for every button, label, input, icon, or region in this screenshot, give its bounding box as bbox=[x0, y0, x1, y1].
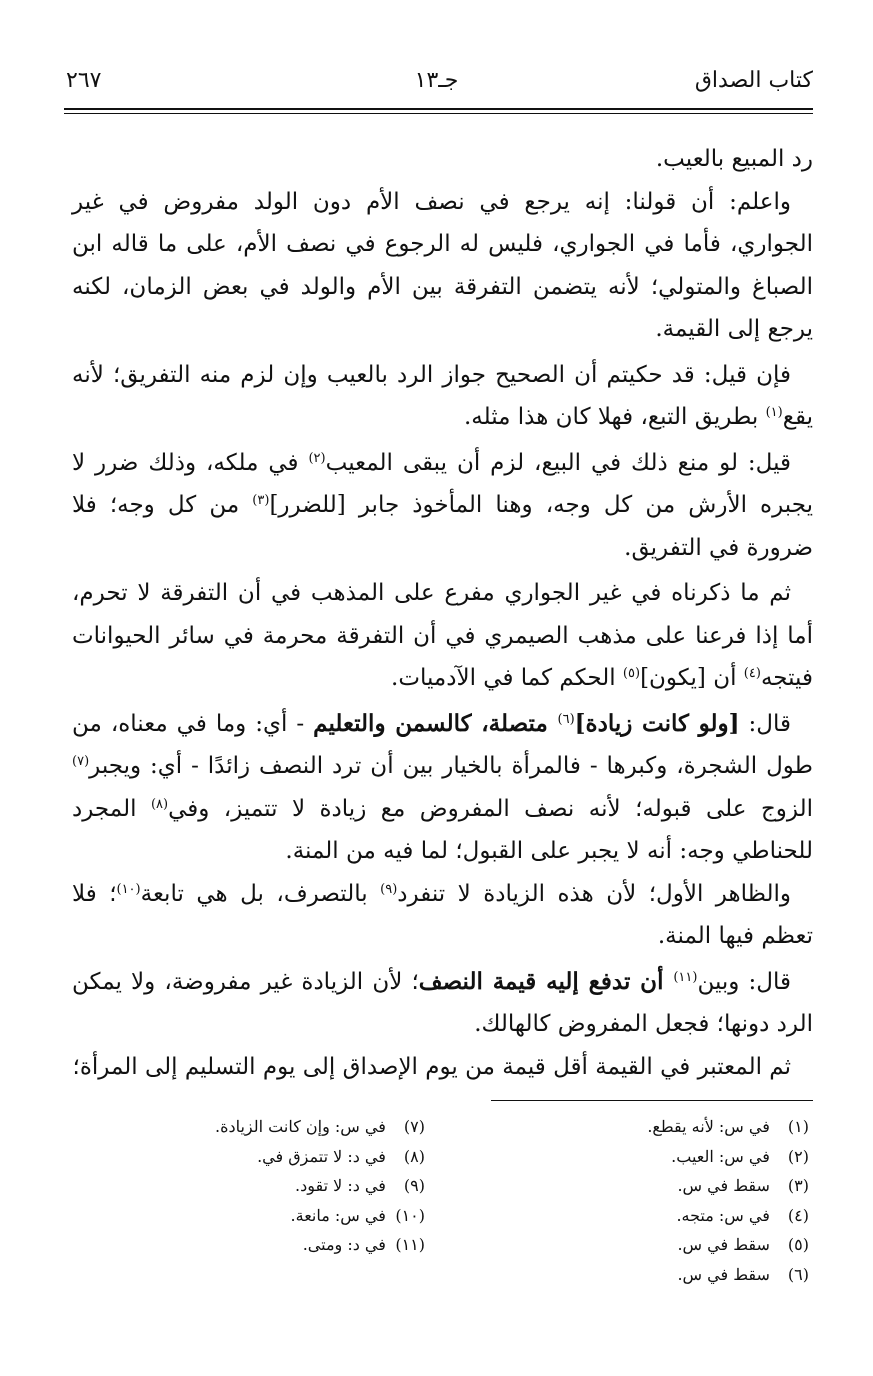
footnote-text: في د: لا تقود. bbox=[295, 1176, 386, 1196]
footnote bbox=[489, 1171, 809, 1201]
footnote-number: (٨) bbox=[403, 1146, 425, 1166]
footnote bbox=[489, 1142, 809, 1172]
footnote bbox=[105, 1142, 425, 1172]
footnote-number: (٢) bbox=[787, 1146, 809, 1166]
footnote bbox=[489, 1112, 809, 1142]
footnote-text: سقط في س. bbox=[677, 1176, 770, 1196]
paragraph-8: قال: وبين$^{(١١)}$ أن تدفع إليه قيمة النصف؛ لأن الزيادة غير مفروضة، ولا يمكن الرد دونها؛ فجعل المفروض كالهالك. bbox=[72, 967, 813, 1037]
footnote-number: (٤) bbox=[787, 1205, 809, 1225]
footnote-ref: (٨) bbox=[150, 796, 169, 812]
footnote-number: (٥) bbox=[787, 1235, 809, 1255]
footnote-number: (١) bbox=[787, 1117, 809, 1136]
page-number: ٢٦٧ bbox=[66, 68, 102, 93]
footnote bbox=[105, 1171, 425, 1201]
footnote-number: (١١) bbox=[395, 1235, 425, 1255]
footnote bbox=[489, 1260, 809, 1290]
matn-text: أن تدفع إليه قيمة النصف bbox=[418, 967, 674, 995]
running-header-volume: جـ١٣ bbox=[414, 68, 459, 93]
header-rule-thin bbox=[64, 113, 813, 114]
matn-text: [ولو كانت زيادة] bbox=[574, 709, 740, 737]
running-header-title: كتاب الصداق bbox=[694, 68, 813, 93]
footnote bbox=[105, 1201, 425, 1231]
footnote-number: (٩) bbox=[403, 1176, 425, 1196]
footnotes-column-left bbox=[105, 1112, 425, 1260]
paragraph-1: رد المبيع بالعيب. bbox=[655, 146, 813, 172]
footnote-number: (٦) bbox=[787, 1264, 809, 1284]
footnote-number: (٣) bbox=[787, 1176, 809, 1196]
footnote-text: في س: العيب. bbox=[671, 1146, 770, 1166]
footnote-text: في س: مانعة. bbox=[290, 1205, 386, 1225]
footnote-ref: (٢) bbox=[308, 450, 326, 466]
matn-text: متصلة، كالسمن والتعليم bbox=[313, 709, 558, 737]
footnote-ref: (١) bbox=[765, 405, 783, 420]
footnote bbox=[105, 1112, 425, 1142]
paragraph-3: فإن قيل: قد حكيتم أن الصحيح جواز الرد بالعيب وإن لزم منه التفريق؛ لأنه يقع$^{(١)}$ بطريق التبع، فهلا كان هذا مثله. bbox=[72, 361, 813, 430]
paragraph-5: ثم ما ذكرناه في غير الجواري مفرع على المذهب في أن التفرقة لا تحرم، أما إذا فرعنا على مذهب الصيمري في أن التفرقة محرمة في سائر الحيوانات فيتجه$^{(٤)}$ أن [يكون]$^{(٥)}$ الحكم كما في الآدميات. bbox=[72, 580, 813, 691]
footnote-ref: (١١) bbox=[673, 969, 698, 985]
footnote-ref: (٧) bbox=[72, 754, 90, 769]
main-text bbox=[72, 138, 813, 1088]
footnote-text: في د: ومتى. bbox=[302, 1235, 386, 1255]
footnotes-column-right bbox=[489, 1112, 809, 1290]
footnote-text: في س: وإن كانت الزيادة. bbox=[215, 1117, 386, 1136]
footnote bbox=[489, 1230, 809, 1260]
footnote-number: (١٠) bbox=[395, 1205, 425, 1225]
footnote-rule bbox=[491, 1100, 813, 1101]
footnote-text: سقط في س. bbox=[677, 1235, 770, 1255]
footnote-ref: (٤) bbox=[743, 666, 761, 681]
footnote-number: (٧) bbox=[403, 1117, 425, 1136]
paragraph-9: ثم المعتبر في القيمة أقل قيمة من يوم الإصداق إلى يوم التسليم إلى المرأة؛ bbox=[72, 1053, 791, 1080]
paragraph-7: والظاهر الأول؛ لأن هذه الزيادة لا تنفرد$^{(٩)}$ بالتصرف، بل هي تابعة$^{(١٠)}$؛ فلا تعظم فيها المنة. bbox=[72, 880, 813, 949]
footnote-ref: (٣) bbox=[252, 493, 270, 508]
footnote-ref: (٥) bbox=[622, 666, 641, 681]
footnote bbox=[489, 1201, 809, 1231]
footnote-text: في س: متجه. bbox=[676, 1205, 770, 1225]
footnote-text: في د: لا تتمزق في. bbox=[257, 1146, 386, 1166]
header-rule-thick bbox=[64, 108, 813, 110]
paragraph-6: قال: [ولو كانت زيادة]$^{(٦)}$ متصلة، كالسمن والتعليم - أي: وما في معناه، من طول الشجرة، وكبرها - فالمرأة بالخيار بين أن ترد النصف زائدًا - أي: ويجبر$^{(٧)}$ الزوج على قبوله؛ لأنه نصف المفروض مع زيادة لا تتميز، وفي$^{(٨)}$ المجرد للحناطي وجه: أنه لا يجبر على القبول؛ لما فيه من المنة. bbox=[72, 709, 813, 864]
footnote-ref: (٩) bbox=[380, 881, 398, 897]
footnote-ref: (١٠) bbox=[116, 881, 141, 897]
footnote-text: سقط في س. bbox=[677, 1264, 770, 1284]
footnote-text: في س: لأنه يقطع. bbox=[647, 1117, 770, 1136]
footnote bbox=[105, 1230, 425, 1260]
paragraph-2: واعلم: أن قولنا: إنه يرجع في نصف الأم دون الولد مفروض في غير الجواري، فأما في الجواري، فليس له الرجوع في نصف الأم، على ما قاله ابن الصباغ والمتولي؛ لأنه يتضمن التفرقة بين الأم والولد في بعض الزمان، لكنه يرجع إلى القيمة. bbox=[72, 188, 813, 342]
paragraph-4: قيل: لو منع ذلك في البيع، لزم أن يبقى المعيب$^{(٢)}$ في ملكه، وذلك ضرر لا يجبره الأرش من كل وجه، وهنا المأخوذ جابر [للضرر]$^{(٣)}$ من كل وجه؛ فلا ضرورة في التفريق. bbox=[72, 449, 813, 561]
footnote-ref: (٦) bbox=[557, 711, 575, 727]
